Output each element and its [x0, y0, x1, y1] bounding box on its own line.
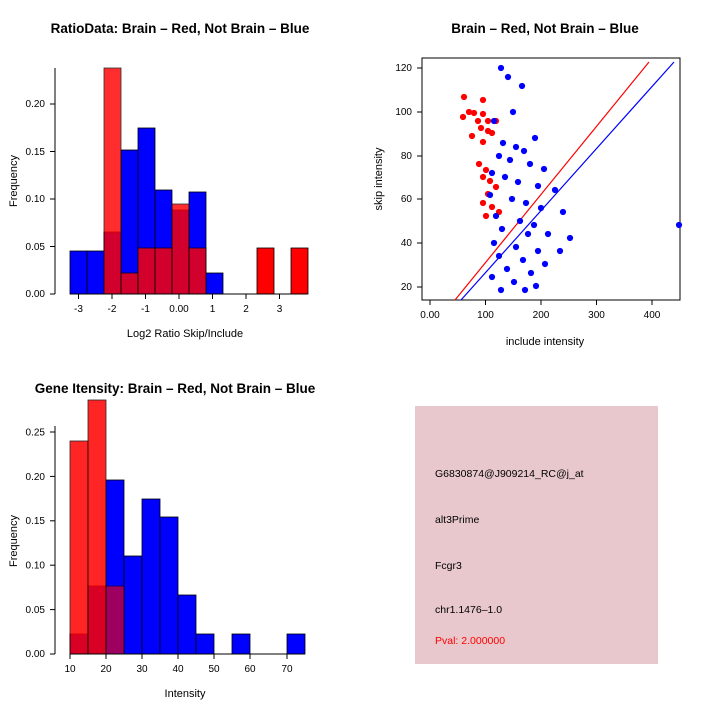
panel-hist-ratio — [0, 0, 360, 360]
tick-label: 60 — [400, 194, 412, 205]
scatter-title: Brain – Red, Not Brain – Blue — [451, 21, 639, 36]
scatter-ylabel: skip intensity — [373, 147, 385, 211]
gene-info-box — [415, 406, 658, 664]
hist-intensity-y-ticks — [26, 428, 55, 661]
hist-ratio-xlabel: Log2 Ratio Skip/Include — [126, 328, 244, 340]
event-type-text: alt3Prime — [435, 514, 480, 526]
hist-ratio-y-ticks — [26, 99, 55, 300]
hist-ratio-title: RatioData: Brain – Red, Not Brain – Blue — [50, 21, 310, 36]
tick-label: 0.05 — [25, 605, 45, 616]
tick-label: 60 — [244, 664, 256, 675]
probe-id-text: G6830874@J909214_RC@j_at — [435, 468, 584, 480]
tick-label: 70 — [281, 664, 293, 675]
tick-label: 20 — [400, 282, 412, 293]
tick-label: 0.20 — [25, 99, 45, 110]
tick-label: 80 — [400, 151, 412, 162]
scatter-frame — [422, 58, 680, 300]
tick-label: 200 — [532, 310, 550, 321]
pval-text: Pval: 2.000000 — [435, 635, 506, 647]
tick-label: 40 — [172, 664, 184, 675]
tick-label: 0.00 — [25, 649, 45, 660]
scatter-points-red — [460, 94, 502, 219]
scatter-y-ticks — [395, 63, 422, 293]
tick-label: 0.10 — [25, 560, 45, 572]
hist-ratio-x-ticks — [74, 294, 283, 315]
hist-intensity-ylabel: Frequency — [8, 515, 20, 567]
hist-ratio-ylabel: Frequency — [8, 155, 20, 207]
tick-label: 0.00 — [420, 310, 440, 321]
tick-label: 1 — [209, 304, 216, 315]
gene-symbol-text: Fcgr3 — [435, 560, 462, 572]
tick-label: 300 — [588, 310, 605, 321]
tick-label: 2 — [243, 304, 249, 315]
hist-intensity-svg — [0, 360, 360, 720]
tick-label: 120 — [395, 63, 412, 74]
locus-text: chr1.1476–1.0 — [435, 604, 503, 616]
tick-label: 0.25 — [25, 427, 45, 439]
tick-label: 0.00 — [25, 289, 45, 300]
tick-label: 10 — [64, 664, 76, 675]
tick-label: 0.10 — [25, 194, 45, 205]
tick-label: 40 — [400, 238, 412, 249]
panel-hist-intensity — [0, 360, 360, 720]
hist-intensity-x-ticks — [64, 654, 293, 675]
scatter-svg — [360, 0, 720, 360]
tick-label: -2 — [107, 304, 117, 315]
tick-label: 20 — [100, 664, 112, 675]
tick-label: 400 — [643, 310, 661, 321]
panel-scatter — [360, 0, 720, 360]
hist-intensity-title: Gene Itensity: Brain – Red, Not Brain – Blue — [34, 381, 316, 396]
hist-intensity-xlabel: Intensity — [164, 688, 206, 700]
tick-label: 0.00 — [169, 304, 189, 315]
tick-label: -3 — [74, 304, 83, 315]
tick-label: 3 — [276, 304, 283, 315]
scatter-xlabel: include intensity — [505, 336, 585, 348]
tick-label: 0.20 — [25, 472, 45, 483]
tick-label: 0.15 — [25, 147, 45, 158]
tick-label: -1 — [141, 304, 150, 315]
tick-label: 0.15 — [25, 516, 45, 527]
scatter-x-ticks — [420, 300, 661, 321]
tick-label: 30 — [136, 664, 148, 675]
scatter-points-blue — [487, 65, 682, 293]
hist-ratio-svg — [0, 0, 360, 360]
tick-label: 100 — [395, 107, 412, 118]
tick-label: 0.05 — [25, 242, 45, 253]
tick-label: 50 — [208, 664, 220, 675]
tick-label: 100 — [477, 310, 494, 321]
